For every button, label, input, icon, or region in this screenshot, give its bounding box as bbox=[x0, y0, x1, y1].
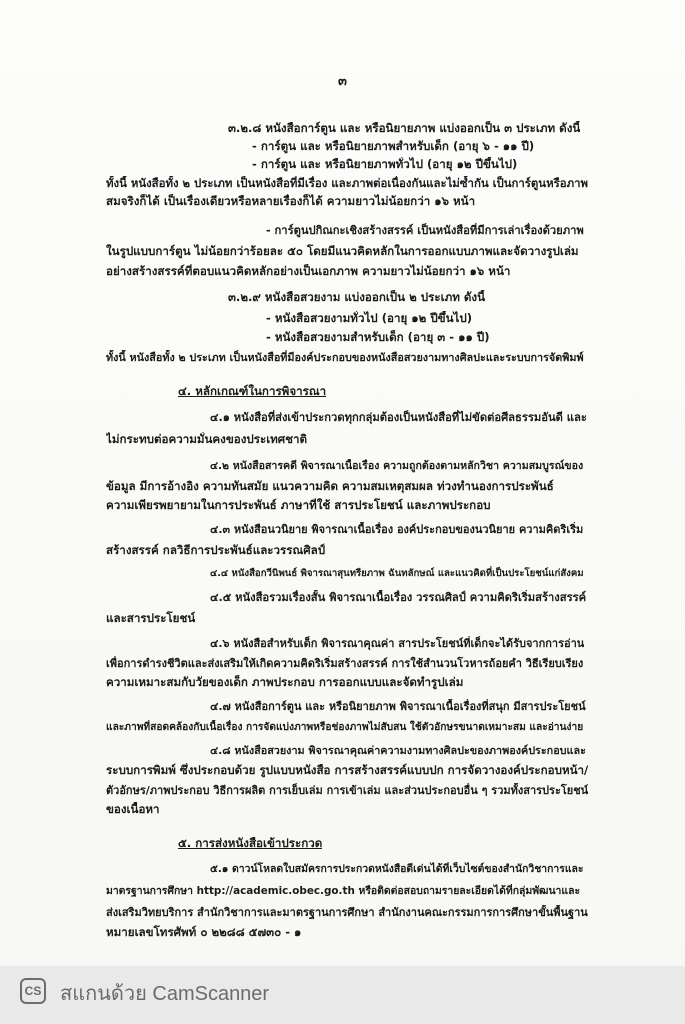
text-line: หมายเลขโทรศัพท์ ๐ ๒๒๘๘ ๕๗๓๐ - ๑ bbox=[106, 925, 302, 939]
text-line: - หนังสือสวยงามสำหรับเด็ก (อายุ ๓ - ๑๑ ปี) bbox=[266, 330, 490, 344]
text-line: ๔.๑ หนังสือที่ส่งเข้าประกวดทุกกลุ่มต้องเป็นหนังสือที่ไม่ขัดต่อศีลธรรมอันดี และ bbox=[210, 411, 587, 424]
text-line: - การ์ตูนปกิณกะเชิงสร้างสรรค์ เป็นหนังสือที่มีการเล่าเรื่องด้วยภาพ bbox=[266, 224, 584, 237]
text-line: ๔.๘ หนังสือสวยงาม พิจารณาคุณค่าความงามทางศิลปะของภาพองค์ประกอบและ bbox=[210, 744, 586, 757]
section-heading-4: ๔. หลักเกณฑ์ในการพิจารณา bbox=[178, 384, 327, 398]
text-line: ตัวอักษร/ภาพประกอบ วิธีการผลิต การเย็บเล่ม การเข้าเล่ม และส่วนประกอบอื่น ๆ รวมทั้งสารประโยชน์ bbox=[106, 784, 589, 797]
text-line: ๔.๔ หนังสือกวีนิพนธ์ พิจารณาสุนทรียภาพ ฉันทลักษณ์ และแนวคิดที่เป็นประโยชน์แก่สังคม bbox=[210, 568, 584, 579]
text-line: และสารประโยชน์ bbox=[106, 611, 196, 625]
text-line: อย่างสร้างสรรค์ที่ตอบแนวคิดหลักอย่างเป็นเอกภาพ ความยาวไม่น้อยกว่า ๑๖ หน้า bbox=[106, 264, 511, 278]
text-line: - หนังสือสวยงามทั่วไป (อายุ ๑๒ ปีขึ้นไป) bbox=[266, 311, 473, 325]
text-line: ๔.๕ หนังสือรวมเรื่องสั้น พิจารณาเนื้อเรื่อง วรรณศิลป์ ความคิดริเริ่มสร้างสรรค์ bbox=[210, 591, 587, 604]
text-line: ความเพียรพยายามในการประพันธ์ ภาษาที่ใช้ สารประโยชน์ และภาพประกอบ bbox=[106, 498, 491, 512]
text-line: และภาพที่สอดคล้องกับเนื้อเรื่อง การจัดแบ่งภาพหรือช่องภาพไม่สับสน ใช้ตัวอักษรขนาดเหมาะสม และอ่านง่าย bbox=[106, 722, 584, 733]
text-line: ๓.๒.๙ หนังสือสวยงาม แบ่งออกเป็น ๒ ประเภท ดังนี้ bbox=[228, 290, 486, 304]
text-line: ในรูปแบบการ์ตูน ไม่น้อยกว่าร้อยละ ๕๐ โดยมีแนวคิดหลักในการออกแบบภาพและจัดวางรูปเล่ม bbox=[106, 244, 579, 258]
text-line: ทั้งนี้ หนังสือทั้ง ๒ ประเภท เป็นหนังสือที่มีองค์ประกอบของหนังสือสวยงามทางศิลปะและระบบการจัดพิมพ์ bbox=[106, 351, 584, 364]
text-line: ข้อมูล มีการอ้างอิง ความทันสมัย แนวความคิด ความสมเหตุสมผล ท่วงทำนองการประพันธ์ bbox=[106, 479, 554, 493]
text-line: ๓.๒.๘ หนังสือการ์ตูน และ หรือนิยายภาพ แบ่งออกเป็น ๓ ประเภท ดังนี้ bbox=[228, 121, 581, 135]
text-line: ทั้งนี้ หนังสือทั้ง ๒ ประเภท เป็นหนังสือที่มีเรื่อง และภาพต่อเนื่องกันและไม่ซ้ำกัน เป็นการ์ตูนหรือภาพ bbox=[106, 176, 588, 190]
text-line: ระบบการพิมพ์ ซึ่งประกอบด้วย รูปแบบหนังสือ การสร้างสรรค์แบบปก การจัดวางองค์ประกอบหน้า/ bbox=[106, 763, 589, 777]
text-line: เพื่อการดำรงชีวิตและส่งเสริมให้เกิดความคิดริเริ่มสร้างสรรค์ การใช้สำนวนโวหารถ้อยคำ วิธีเรียบเรียง bbox=[106, 657, 584, 670]
text-line: มาตรฐานการศึกษา http://academic.obec.go.th หรือติดต่อสอบถามรายละเอียดได้ที่กลุ่มพัฒนาและ bbox=[106, 885, 581, 897]
text-line: ส่งเสริมวิทยบริการ สำนักวิชาการและมาตรฐานการศึกษา สำนักงานคณะกรรมการการศึกษาขั้นพื้นฐาน bbox=[106, 906, 588, 919]
text-line: ๔.๖ หนังสือสำหรับเด็ก พิจารณาคุณค่า สารประโยชน์ที่เด็กจะได้รับจากการอ่าน bbox=[210, 637, 585, 650]
text-line: ๕.๑ ดาวน์โหลดใบสมัครการประกวดหนังสือดีเด่นได้ที่เว็บไซต์ของสำนักวิชาการและ bbox=[210, 863, 584, 875]
text-line: สมจริงก็ได้ เป็นเรื่องเดียวหรือหลายเรื่องก็ได้ ความยาวไม่น้อยกว่า ๑๖ หน้า bbox=[106, 194, 476, 208]
text-line: ๔.๗ หนังสือการ์ตูน และ หรือนิยายภาพ พิจารณาเนื้อเรื่องที่สนุก มีสารประโยชน์ bbox=[210, 700, 586, 713]
text-line: สร้างสรรค์ กลวิธีการประพันธ์และวรรณศิลป์ bbox=[106, 543, 326, 557]
text-line: - การ์ตูน และ หรือนิยายภาพทั่วไป (อายุ ๑๒ ปีขึ้นไป) bbox=[252, 157, 518, 171]
camscanner-logo-icon: CS bbox=[20, 978, 46, 1004]
text-line: ของเนื้อหา bbox=[106, 802, 160, 816]
camscanner-footer bbox=[0, 966, 685, 1024]
text-line: ๔.๒ หนังสือสารคดี พิจารณาเนื้อเรื่อง ความถูกต้องตามหลักวิชา ความสมบูรณ์ของ bbox=[210, 460, 584, 472]
camscanner-label: สแกนด้วย CamScanner bbox=[60, 983, 270, 1005]
page-number: ๓ bbox=[338, 74, 347, 89]
text-line: - การ์ตูน และ หรือนิยายภาพสำหรับเด็ก (อายุ ๖ - ๑๑ ปี) bbox=[252, 139, 535, 153]
text-line: ไม่กระทบต่อความมั่นคงของประเทศชาติ bbox=[106, 432, 308, 446]
text-line: ๔.๓ หนังสือนวนิยาย พิจารณาเนื้อเรื่อง องค์ประกอบของนวนิยาย ความคิดริเริ่ม bbox=[210, 523, 584, 536]
section-heading-5: ๕. การส่งหนังสือเข้าประกวด bbox=[178, 836, 323, 850]
text-line: ความเหมาะสมกับวัยของเด็ก ภาพประกอบ การออกแบบและจัดทำรูปเล่ม bbox=[106, 675, 464, 689]
